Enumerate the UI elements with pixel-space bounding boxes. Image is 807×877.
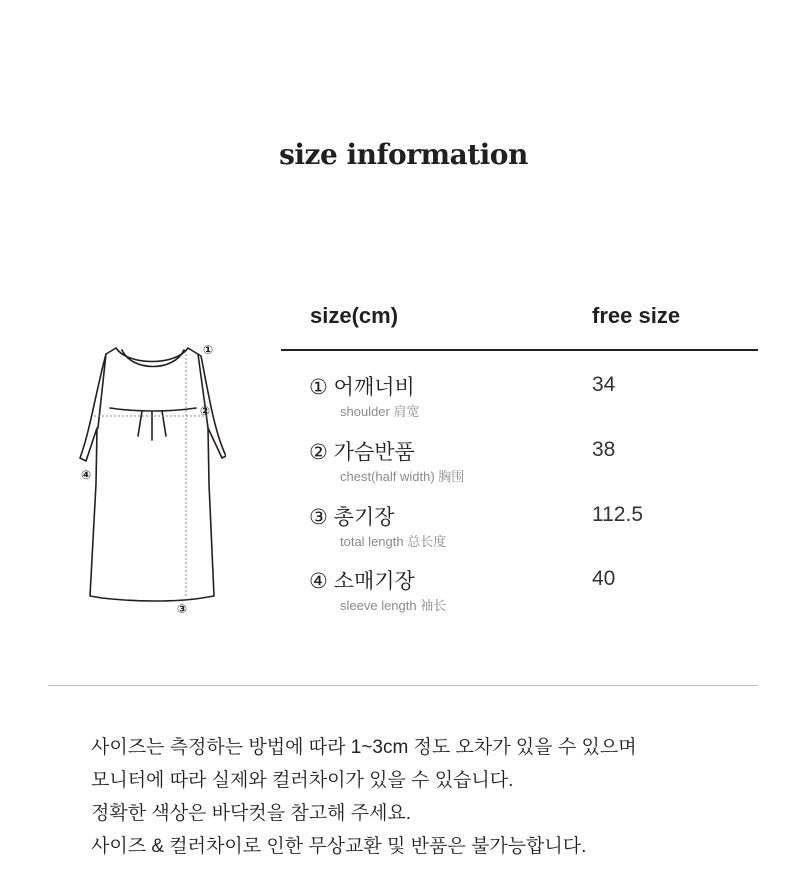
row-sublabel: chest(half width) 胸围 (340, 469, 465, 484)
marker-1: ① (203, 343, 214, 357)
size-row-shoulder (309, 371, 749, 427)
row-sublabel: shoulder 肩宽 (340, 404, 420, 419)
note-line: 모니터에 따라 실제와 컬러차이가 있을 수 있습니다. (91, 770, 514, 791)
size-row-length (309, 501, 749, 557)
size-row-chest (309, 436, 749, 492)
row-value: 40 (592, 567, 616, 590)
row-sublabel: total length 总长度 (340, 534, 447, 549)
row-value: 38 (592, 438, 616, 461)
page-title: size information (279, 138, 528, 171)
dress-illustration (76, 336, 226, 620)
note-line: 사이즈는 측정하는 방법에 따라 1~3cm 정도 오차가 있을 수 있으며 (91, 737, 637, 758)
row-label: ④ 소매기장 (309, 570, 415, 593)
row-label: ① 어깨너비 (309, 376, 415, 399)
marker-2: ② (200, 404, 211, 418)
table-header-size: free size (592, 303, 681, 328)
row-sublabel: sleeve length 袖长 (340, 598, 447, 613)
table-header-label: size(cm) (310, 303, 399, 328)
marker-3: ③ (177, 602, 188, 616)
row-label: ② 가슴반품 (309, 441, 415, 464)
note-line: 정확한 색상은 바닥컷을 참고해 주세요. (91, 803, 412, 824)
size-row-sleeve (309, 565, 749, 621)
row-label: ③ 총기장 (309, 506, 395, 529)
row-value: 34 (592, 373, 616, 396)
header-rule (281, 349, 758, 351)
row-value: 112.5 (592, 503, 643, 526)
marker-4: ④ (81, 468, 92, 482)
section-divider (48, 685, 758, 686)
notes (91, 731, 637, 863)
note-line: 사이즈 & 컬러차이로 인한 무상교환 및 반품은 불가능합니다. (91, 836, 587, 857)
